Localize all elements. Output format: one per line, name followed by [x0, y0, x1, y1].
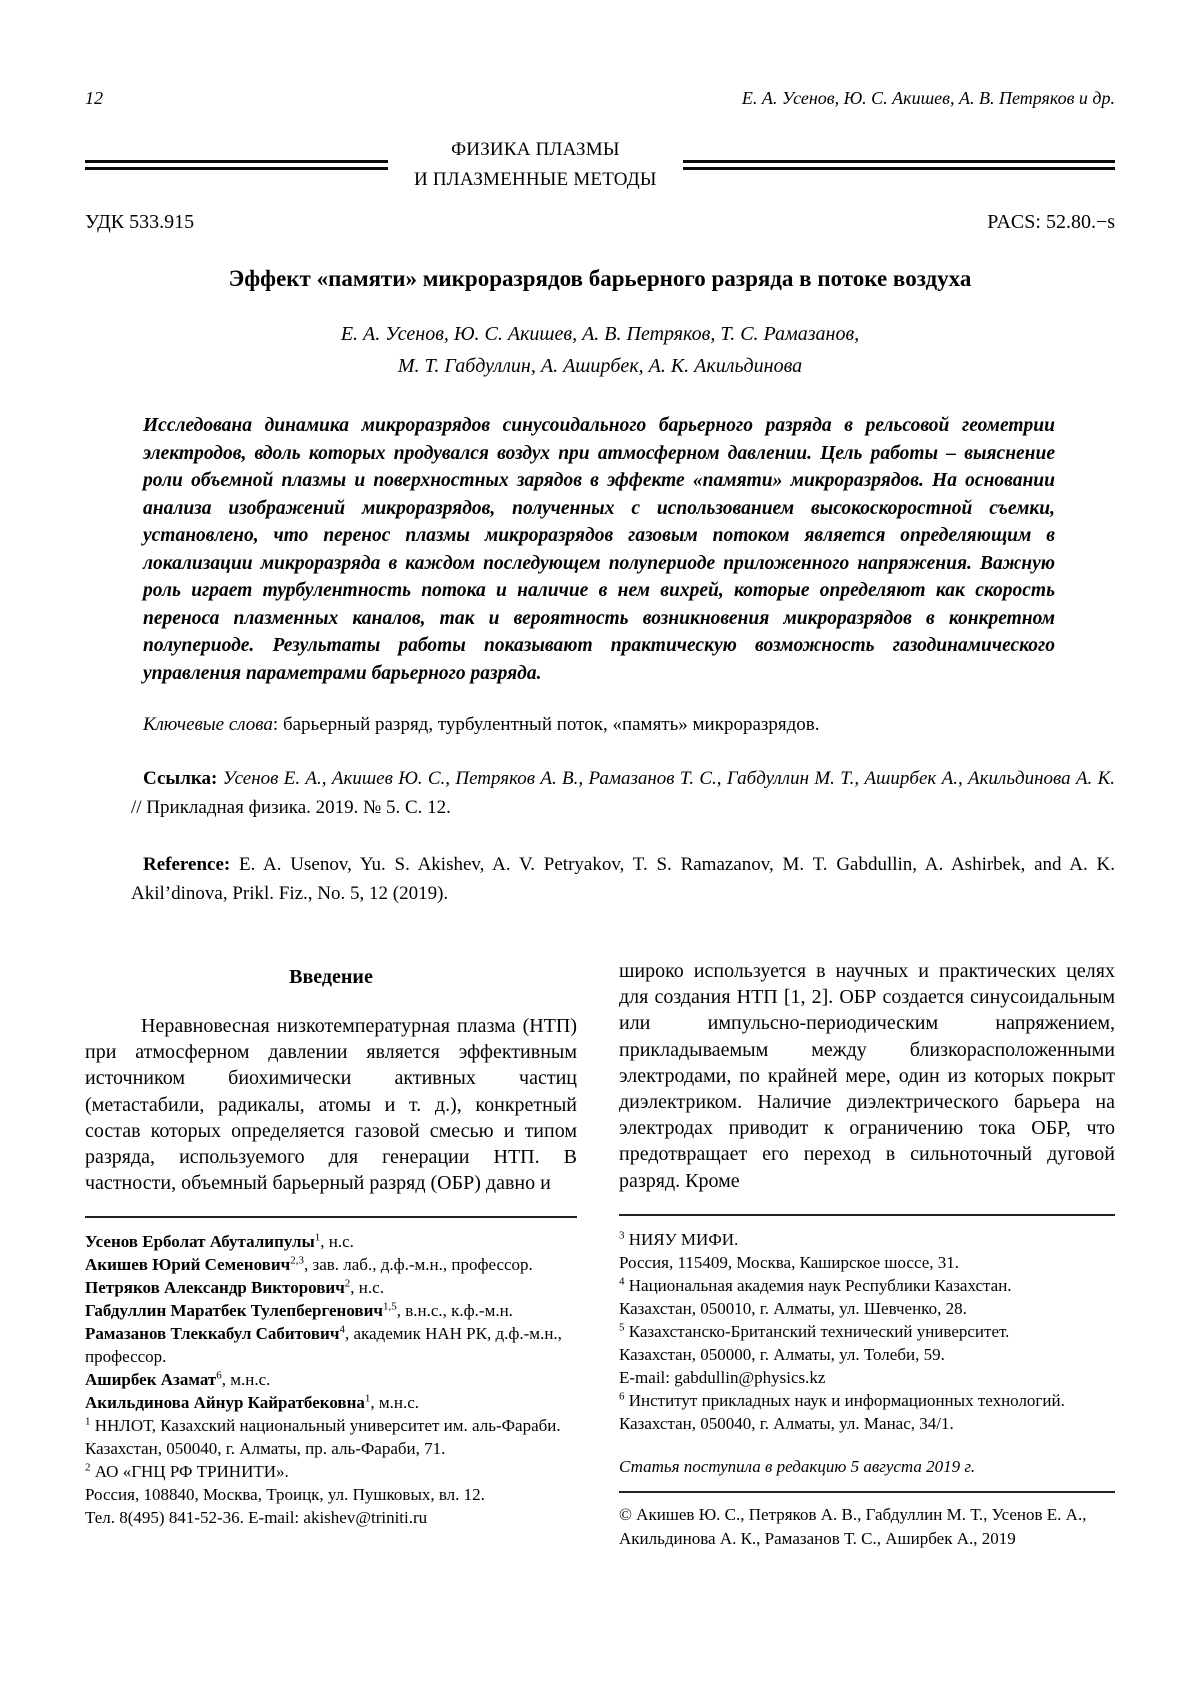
- section-title-line2: И ПЛАЗМЕННЫЕ МЕТОДЫ: [414, 169, 657, 190]
- footnote-affiliation: Казахстан, 050010, г. Алматы, ул. Шевченко, 28.: [619, 1298, 967, 1318]
- banner-rule-left: [85, 160, 388, 170]
- right-column: [619, 958, 1115, 1551]
- footnote-author: Акильдинова Айнур Кайратбековна$^1$, м.н.с.: [85, 1392, 420, 1413]
- page-number: 12: [85, 88, 103, 108]
- right-footnote-block: [619, 1214, 1115, 1551]
- abstract: Исследована динамика микроразрядов синусоидального барьерного разряда в рельсовой геометрии электродов, вдоль которых продувался воздух при атмосферном давлении. Цель работы – выяснение роли объемной плазмы и поверхностных зарядов в эффекте «памяти» микроразрядов. На основании анализа изображений микроразрядов, полученных с использованием высокоскоростной съемки, установлено, что перенос плазмы микроразрядов газовым потоком является определяющим в локализации микроразряда в каждом последующем полупериоде приложенного напряжения. Важную роль играет турбулентность потока и наличие в нем вихрей, которые определяют как скорость переноса плазменных каналов, так и вероятность возникновения микроразрядов в конкретном полупериоде. Результаты работы показывают практическую возможность газодинамического управления параметрами барьерного разряда.: [143, 415, 1055, 684]
- left-column: [85, 958, 577, 1551]
- pacs-code: PACS: 52.80.−s: [987, 211, 1115, 233]
- footnote-affiliation: Казахстан, 050000, г. Алматы, ул. Толеби, 59.: [619, 1344, 945, 1364]
- footnote-affiliation: Россия, 115409, Москва, Каширское шоссе, 31.: [619, 1252, 959, 1272]
- two-column-body: [85, 958, 1115, 1551]
- running-head-authors: Е. А. Усенов, Ю. С. Акишев, А. В. Петряков и др.: [741, 88, 1115, 108]
- reference-label: Reference:: [143, 854, 231, 875]
- footnote-author: Петряков Александр Викторович$^2$, н.с.: [85, 1277, 384, 1298]
- udk-code: УДК 533.915: [85, 211, 195, 233]
- citation-authors: Усенов Е. А., Акишев Ю. С., Петряков А. В., Рамазанов Т. С., Габдуллин М. Т., Аширбек А., Акильдинова А. К.: [217, 768, 1115, 789]
- authors-line2: М. Т. Габдуллин, А. Аширбек, А. К. Акильдинова: [397, 355, 803, 377]
- column-gap: [577, 958, 619, 1551]
- section-banner: [85, 135, 1115, 195]
- footnote-affiliation: Тел. 8(495) 841-52-36. E-mail: akishev@triniti.ru: [85, 1508, 428, 1528]
- article-authors: [85, 318, 1115, 382]
- keywords: [143, 714, 1115, 736]
- right-footnote-rule: [619, 1214, 1115, 1216]
- left-footnote-block: [85, 1216, 577, 1529]
- citation-en: [131, 850, 1115, 908]
- left-footnotes: [85, 1230, 577, 1529]
- citation-ru: [131, 764, 1115, 822]
- section-title-line1: ФИЗИКА ПЛАЗМЫ: [451, 139, 620, 160]
- received-date: Статья поступила в редакцию 5 августа 2019 г.: [619, 1456, 976, 1476]
- footnote-author: Акишев Юрий Семенович$^{2,3}$, зав. лаб., д.ф.-м.н., профессор.: [85, 1254, 533, 1275]
- keywords-label: Ключевые слова: [143, 714, 273, 735]
- left-column-paragraph: Неравновесная низкотемпературная плазма (НТП) при атмосферном давлении является эффективным источником биохимически активных частиц (метастабили, радикалы, атомы и т. д.), конкретный состав которых определяется газовой смесью и типом разряда, используемого для генерации НТП. В частности, объемный барьерный разряд (ОБР) давно и: [85, 1015, 577, 1195]
- copyright-notice: © Акишев Ю. С., Петряков А. В., Габдуллин М. Т., Усенов Е. А., Акильдинова А. К., Рамазанов Т. С., Аширбек А., 2019: [619, 1504, 1087, 1548]
- footnote-affiliation: $^5$ Казахстанско-Британский технический университет.: [619, 1321, 1010, 1341]
- introduction-heading: Введение: [289, 966, 373, 988]
- footnote-affiliation: E-mail: gabdullin@physics.kz: [619, 1367, 826, 1387]
- reference-text: E. A. Usenov, Yu. S. Akishev, A. V. Petryakov, T. S. Ramazanov, M. T. Gabdullin, A. Ashirbek, and A. K. Akil’dinova, Prikl. Fiz., No. 5, 12 (2019).: [131, 854, 1115, 904]
- footnote-author: Габдуллин Маратбек Тулепбергенович$^{1,5}$, в.н.с., к.ф.-м.н.: [85, 1300, 513, 1321]
- section-title: [388, 135, 683, 195]
- right-column-paragraph: широко используется в научных и практических целях для создания НТП [1, 2]. ОБР создается синусоидальным или импульсно-периодическим напряжением, прикладываемым между близкорасположенными электродами, по крайней мере, один из которых покрыт диэлектриком. Наличие диэлектрического барьера на электродах приводит к ограничению тока ОБР, что предотвращает его переход в сильноточный дуговой разряд. Кроме: [619, 960, 1115, 1192]
- authors-line1: Е. А. Усенов, Ю. С. Акишев, А. В. Петряков, Т. С. Рамазанов,: [340, 323, 860, 345]
- article-title: Эффект «памяти» микроразрядов барьерного разряда в потоке воздуха: [228, 266, 972, 291]
- left-footnote-rule: [85, 1216, 577, 1218]
- copyright-rule: [619, 1491, 1115, 1493]
- footnote-affiliation: Казахстан, 050040, г. Алматы, пр. аль-Фараби, 71.: [85, 1439, 446, 1459]
- keywords-text: : барьерный разряд, турбулентный поток, «память» микроразрядов.: [272, 714, 820, 735]
- footnote-affiliation: $^2$ АО «ГНЦ РФ ТРИНИТИ».: [85, 1461, 289, 1482]
- classification-codes: [85, 211, 1115, 234]
- footnote-affiliation: $^6$ Институт прикладных наук и информационных технологий.: [619, 1390, 1065, 1410]
- right-footnotes: [619, 1228, 1115, 1435]
- footnote-author: Аширбек Азамат$^6$, м.н.с.: [85, 1369, 271, 1390]
- footnote-affiliation: Казахстан, 050040, г. Алматы, ул. Манас, 34/1.: [619, 1413, 954, 1433]
- citation-label: Ссылка:: [143, 768, 218, 789]
- footnote-affiliation: $^1$ ННЛОТ, Казахский национальный университет им. аль-Фараби.: [85, 1415, 561, 1436]
- footnote-author: Рамазанов Тлеккабул Сабитович$^4$, академик НАН РК, д.ф.-м.н., профессор.: [85, 1323, 562, 1367]
- footnote-affiliation: $^4$ Национальная академия наук Республики Казахстан.: [619, 1275, 1012, 1295]
- footnote-affiliation: $^3$ НИЯУ МИФИ.: [619, 1229, 739, 1249]
- banner-rule-right: [683, 160, 1115, 170]
- footnote-author: Усенов Ерболат Абуталипулы$^1$, н.с.: [85, 1231, 354, 1252]
- running-header: [85, 88, 1115, 109]
- footnote-affiliation: Россия, 108840, Москва, Троицк, ул. Пушковых, вл. 12.: [85, 1485, 485, 1505]
- citation-source: // Прикладная физика. 2019. № 5. С. 12.: [131, 797, 451, 818]
